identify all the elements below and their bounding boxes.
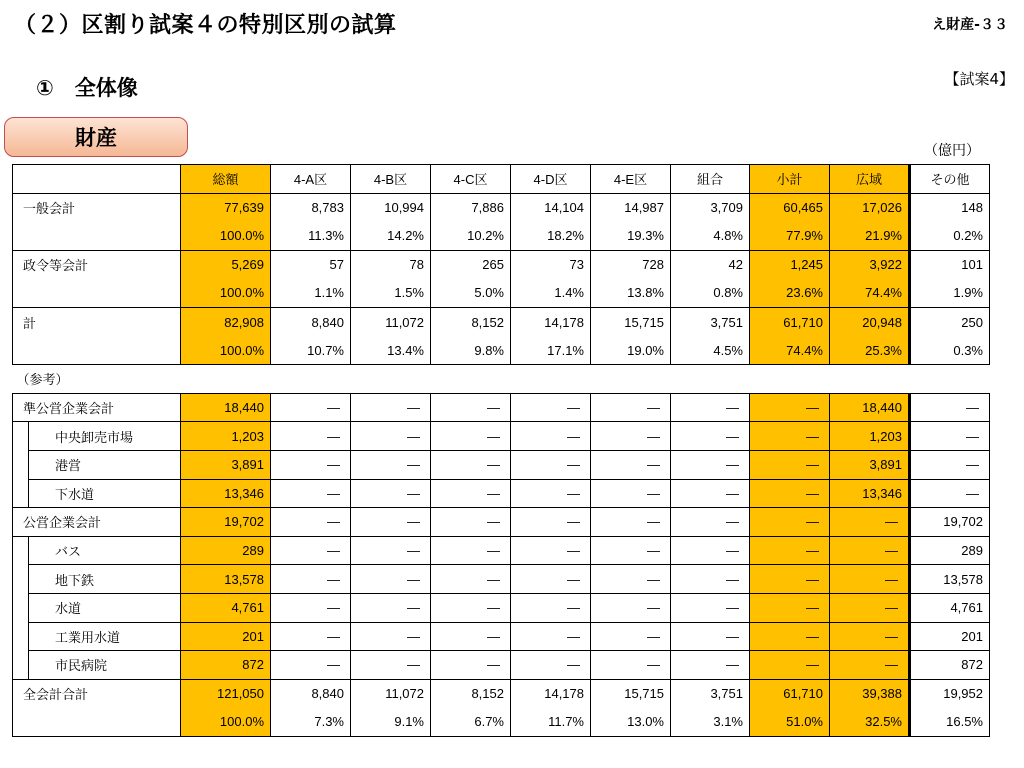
child-label: 工業用水道 [29,622,181,651]
value-cell: ― [431,479,511,508]
percent-cell: 100.0% [181,708,271,737]
amount-cell: 61,710 [750,307,830,336]
indent-spacer [13,479,29,508]
amount-cell: 39,388 [830,679,910,708]
value-cell: ― [750,593,830,622]
header-row [13,165,990,194]
amount-cell: 7,886 [431,193,511,222]
amount-cell: 3,709 [671,193,750,222]
total-row [13,679,990,708]
group-row [13,508,990,537]
value-cell: ― [271,479,351,508]
section-badge: 財産 [4,117,188,157]
percent-cell: 32.5% [830,708,910,737]
column-header: その他 [910,165,990,194]
value-cell: 289 [910,536,990,565]
percent-cell: 1.5% [351,279,431,308]
percent-cell: 19.0% [591,336,671,365]
value-cell: 13,346 [830,479,910,508]
reference-label: （参考） [16,372,69,388]
value-cell: 3,891 [181,450,271,479]
value-cell: ― [750,393,830,422]
percent-cell: 1.4% [511,279,591,308]
amount-cell: 3,751 [671,307,750,336]
value-cell: ― [671,393,750,422]
percent-cell: 7.3% [271,708,351,737]
row-label: 一般会計 [13,193,181,222]
value-cell: ― [431,622,511,651]
value-cell: ― [271,393,351,422]
value-cell: ― [750,479,830,508]
column-header: 4-E区 [591,165,671,194]
value-cell: ― [591,393,671,422]
percent-cell: 10.2% [431,222,511,251]
value-cell: ― [351,450,431,479]
group-label: 公営企業会計 [13,508,181,537]
value-cell: ― [591,508,671,537]
value-cell: ― [351,393,431,422]
child-label: 地下鉄 [29,565,181,594]
percent-cell: 16.5% [910,708,990,737]
value-cell: ― [671,593,750,622]
amount-cell: 14,178 [511,679,591,708]
value-cell: ― [750,508,830,537]
amount-cell: 101 [910,250,990,279]
child-label: 水道 [29,593,181,622]
value-cell: ― [750,565,830,594]
value-cell: ― [910,422,990,451]
percent-cell: 13.4% [351,336,431,365]
amount-cell: 19,952 [910,679,990,708]
column-header: 4-C区 [431,165,511,194]
row-label: 政令等会計 [13,250,181,279]
amount-cell: 148 [910,193,990,222]
value-cell: ― [351,622,431,651]
percent-cell: 11.3% [271,222,351,251]
percent-cell: 51.0% [750,708,830,737]
value-cell: ― [351,508,431,537]
value-cell: ― [511,651,591,680]
indent-spacer [13,422,29,451]
amount-cell: 11,072 [351,307,431,336]
value-cell: ― [511,508,591,537]
indent-spacer [13,622,29,651]
value-cell: ― [431,565,511,594]
column-header: 小計 [750,165,830,194]
percent-cell: 4.5% [671,336,750,365]
column-header: 組合 [671,165,750,194]
total-label-continuation [13,708,181,737]
value-cell: ― [671,622,750,651]
value-cell: ― [511,536,591,565]
percent-cell: 1.1% [271,279,351,308]
column-header: 4-A区 [271,165,351,194]
value-cell: ― [671,536,750,565]
amount-cell: 57 [271,250,351,279]
percent-cell: 100.0% [181,279,271,308]
child-label: 市民病院 [29,651,181,680]
amount-cell: 20,948 [830,307,910,336]
percent-cell: 74.4% [750,336,830,365]
reference-row [13,365,990,394]
percent-cell: 9.8% [431,336,511,365]
child-label: 中央卸売市場 [29,422,181,451]
amount-cell: 250 [910,307,990,336]
amount-cell: 8,840 [271,679,351,708]
child-label: 下水道 [29,479,181,508]
value-cell: ― [431,393,511,422]
amount-cell: 14,987 [591,193,671,222]
amount-cell: 61,710 [750,679,830,708]
amount-cell: 5,269 [181,250,271,279]
row-label-continuation [13,279,181,308]
value-cell: 1,203 [830,422,910,451]
value-cell: ― [351,565,431,594]
amount-cell: 8,152 [431,679,511,708]
value-cell: 4,761 [910,593,990,622]
percent-cell: 0.8% [671,279,750,308]
value-cell: ― [431,508,511,537]
amount-cell: 8,840 [271,307,351,336]
percent-cell: 13.8% [591,279,671,308]
child-row [13,422,990,451]
amount-cell: 42 [671,250,750,279]
value-cell: ― [910,450,990,479]
indent-spacer [13,593,29,622]
value-cell: ― [591,565,671,594]
value-cell: ― [271,622,351,651]
value-cell: ― [591,450,671,479]
value-cell: ― [830,593,910,622]
amount-cell: 15,715 [591,307,671,336]
amount-cell: 8,152 [431,307,511,336]
group-label: 準公営企業会計 [13,393,181,422]
percent-cell: 25.3% [830,336,910,365]
amount-cell: 10,994 [351,193,431,222]
amount-cell: 11,072 [351,679,431,708]
child-row [13,593,990,622]
value-cell: ― [511,479,591,508]
group-row [13,393,990,422]
table-row [13,193,990,222]
value-cell: ― [351,479,431,508]
value-cell: ― [431,593,511,622]
value-cell: ― [351,536,431,565]
value-cell: ― [671,508,750,537]
assets-table [12,164,990,737]
value-cell: ― [511,593,591,622]
value-cell: ― [830,565,910,594]
value-cell: ― [271,651,351,680]
value-cell: 289 [181,536,271,565]
value-cell: ― [830,622,910,651]
value-cell: ― [511,565,591,594]
amount-cell: 8,783 [271,193,351,222]
indent-spacer [13,450,29,479]
value-cell: 19,702 [910,508,990,537]
indent-spacer [13,565,29,594]
value-cell: 201 [181,622,271,651]
child-row [13,622,990,651]
percent-cell: 4.8% [671,222,750,251]
value-cell: 13,578 [910,565,990,594]
percent-cell: 13.0% [591,708,671,737]
value-cell: ― [910,393,990,422]
column-header: 広域 [830,165,910,194]
value-cell: ― [511,622,591,651]
percent-cell: 9.1% [351,708,431,737]
value-cell: ― [271,508,351,537]
percent-cell: 74.4% [830,279,910,308]
value-cell: ― [671,565,750,594]
value-cell: ― [671,479,750,508]
percent-cell: 77.9% [750,222,830,251]
value-cell: 19,702 [181,508,271,537]
value-cell: 872 [181,651,271,680]
percent-cell: 5.0% [431,279,511,308]
percent-cell: 21.9% [830,222,910,251]
table-row [13,222,990,251]
amount-cell: 3,751 [671,679,750,708]
value-cell: ― [750,651,830,680]
section-subtitle: ① 全体像 [36,76,138,100]
plan-tag: 【試案4】 [944,70,1014,88]
amount-cell: 82,908 [181,307,271,336]
value-cell: 13,578 [181,565,271,594]
percent-cell: 18.2% [511,222,591,251]
value-cell: ― [271,450,351,479]
value-cell: ― [591,593,671,622]
percent-cell: 19.3% [591,222,671,251]
amount-cell: 78 [351,250,431,279]
value-cell: 3,891 [830,450,910,479]
indent-spacer [13,536,29,565]
percent-cell: 100.0% [181,336,271,365]
table-row [13,307,990,336]
child-row [13,450,990,479]
amount-cell: 728 [591,250,671,279]
total-row [13,708,990,737]
table-row [13,279,990,308]
value-cell: ― [830,536,910,565]
value-cell: 13,346 [181,479,271,508]
page-title: （２）区割り試案４の特別区別の試算 [14,13,397,38]
value-cell: ― [351,651,431,680]
amount-cell: 14,104 [511,193,591,222]
amount-cell: 14,178 [511,307,591,336]
row-label-continuation [13,222,181,251]
table-row [13,336,990,365]
percent-cell: 0.3% [910,336,990,365]
value-cell: 18,440 [181,393,271,422]
value-cell: 1,203 [181,422,271,451]
table-row [13,250,990,279]
value-cell: 4,761 [181,593,271,622]
value-cell: ― [271,565,351,594]
value-cell: ― [750,422,830,451]
unit-label: （億円） [924,143,980,159]
percent-cell: 0.2% [910,222,990,251]
value-cell: ― [431,422,511,451]
value-cell: ― [750,536,830,565]
value-cell: ― [591,651,671,680]
value-cell: ― [351,593,431,622]
percent-cell: 3.1% [671,708,750,737]
indent-spacer [13,651,29,680]
percent-cell: 17.1% [511,336,591,365]
amount-cell: 73 [511,250,591,279]
percent-cell: 6.7% [431,708,511,737]
value-cell: ― [910,479,990,508]
value-cell: ― [750,622,830,651]
value-cell: ― [431,450,511,479]
child-row [13,651,990,680]
value-cell: ― [351,422,431,451]
value-cell: ― [671,450,750,479]
row-label-continuation [13,336,181,365]
value-cell: ― [431,651,511,680]
amount-cell: 77,639 [181,193,271,222]
percent-cell: 14.2% [351,222,431,251]
percent-cell: 1.9% [910,279,990,308]
percent-cell: 23.6% [750,279,830,308]
value-cell: ― [671,651,750,680]
amount-cell: 17,026 [830,193,910,222]
column-header: 総額 [181,165,271,194]
value-cell: ― [750,450,830,479]
child-row [13,565,990,594]
child-row [13,536,990,565]
value-cell: ― [591,479,671,508]
value-cell: ― [591,536,671,565]
value-cell: ― [271,536,351,565]
header-corner [13,165,181,194]
value-cell: ― [511,450,591,479]
value-cell: ― [671,422,750,451]
child-label: バス [29,536,181,565]
amount-cell: 3,922 [830,250,910,279]
value-cell: ― [591,622,671,651]
amount-cell: 1,245 [750,250,830,279]
value-cell: ― [830,508,910,537]
row-label: 計 [13,307,181,336]
percent-cell: 11.7% [511,708,591,737]
amount-cell: 60,465 [750,193,830,222]
total-label: 全会計合計 [13,679,181,708]
child-row [13,479,990,508]
value-cell: ― [431,536,511,565]
value-cell: ― [591,422,671,451]
percent-cell: 100.0% [181,222,271,251]
value-cell: ― [271,593,351,622]
percent-cell: 10.7% [271,336,351,365]
amount-cell: 15,715 [591,679,671,708]
column-header: 4-B区 [351,165,431,194]
column-header: 4-D区 [511,165,591,194]
amount-cell: 121,050 [181,679,271,708]
value-cell: 18,440 [830,393,910,422]
value-cell: ― [271,422,351,451]
page-number: え財産-３３ [932,17,1008,33]
amount-cell: 265 [431,250,511,279]
value-cell: ― [511,422,591,451]
value-cell: 872 [910,651,990,680]
value-cell: 201 [910,622,990,651]
value-cell: ― [511,393,591,422]
child-label: 港営 [29,450,181,479]
value-cell: ― [830,651,910,680]
